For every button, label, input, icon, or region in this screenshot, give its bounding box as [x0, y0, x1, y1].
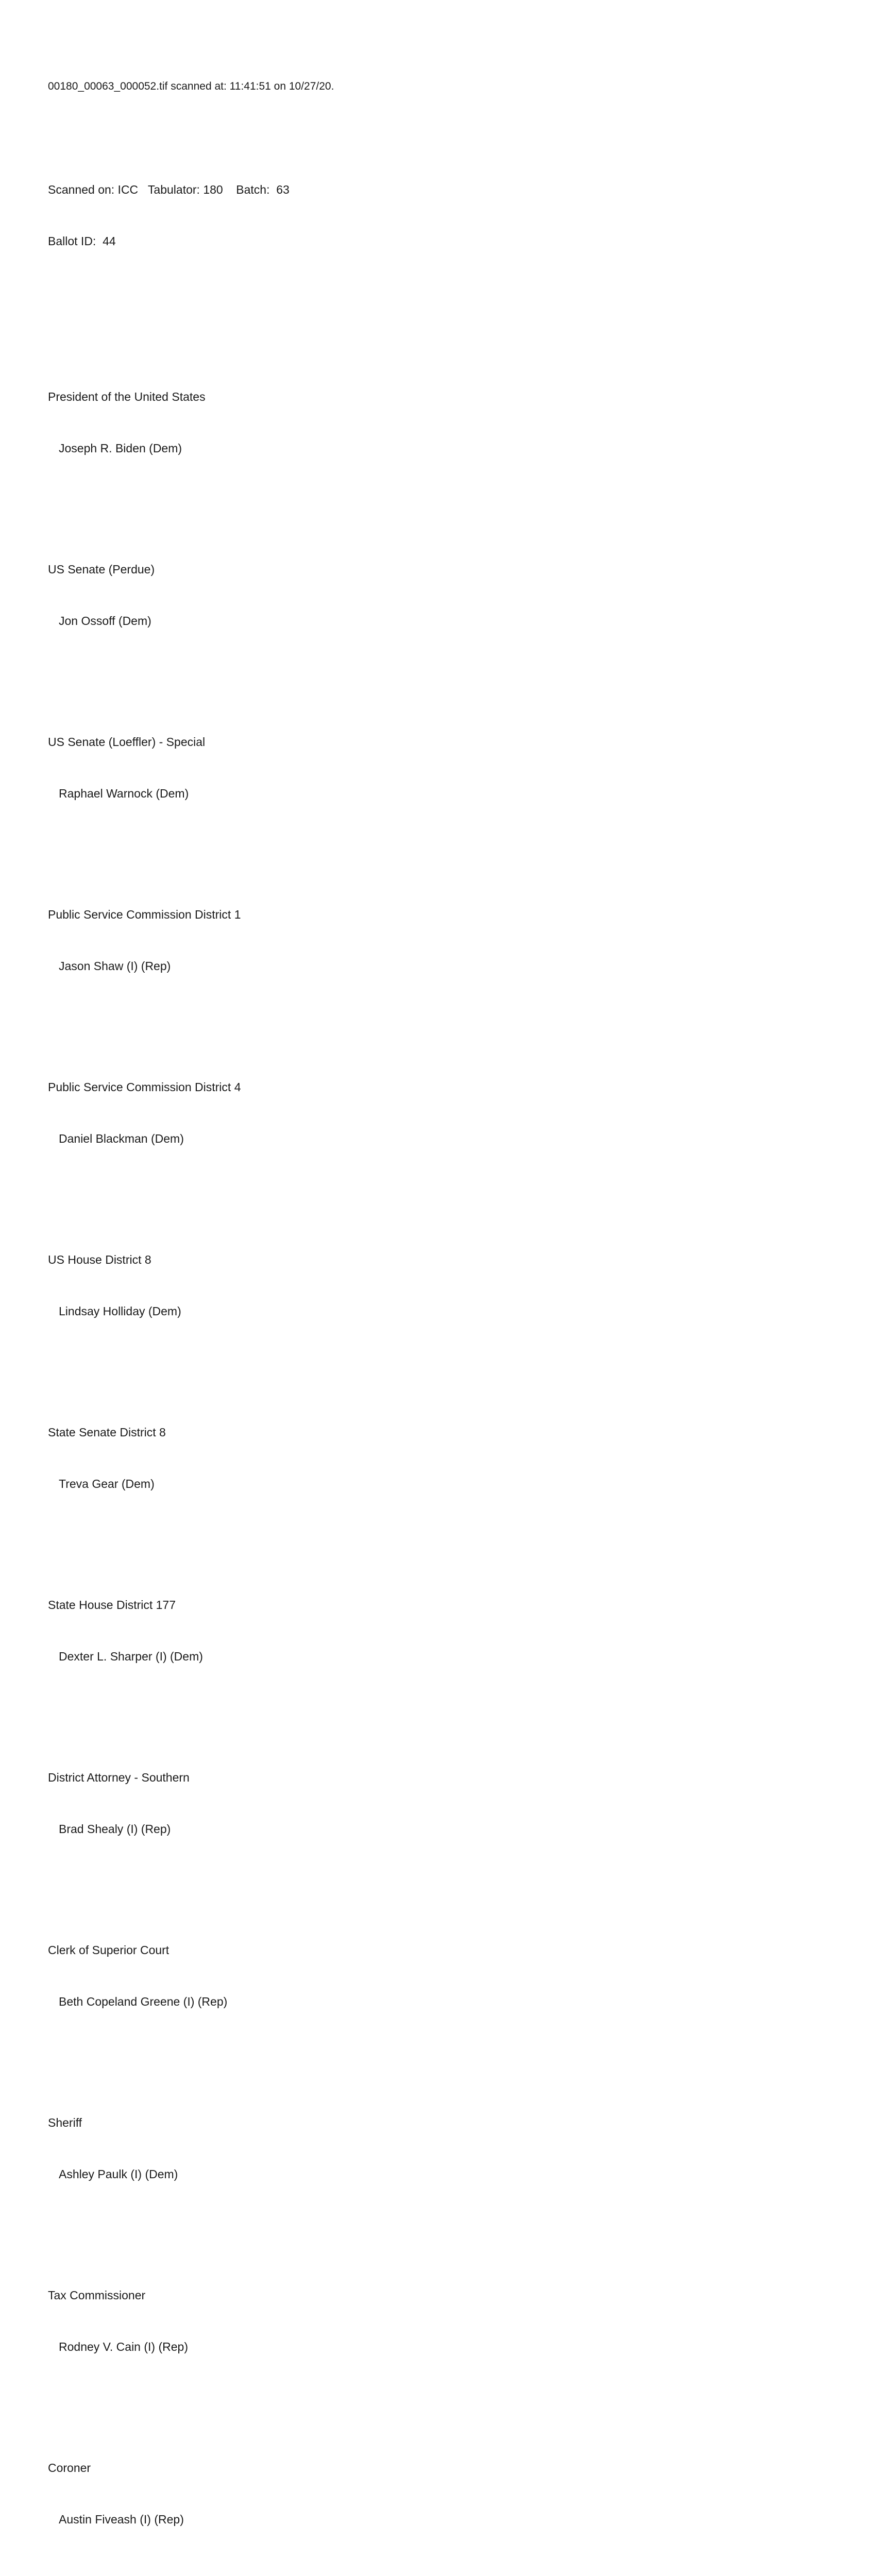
contest-selection: Brad Shealy (I) (Rep) [59, 1822, 171, 1836]
contest-office: Sheriff [48, 2115, 82, 2129]
contest-office: US Senate (Loeffler) - Special [48, 735, 206, 749]
contest-row [48, 1389, 850, 1528]
contest-row [48, 1735, 850, 1873]
contest-office: President of the United States [48, 389, 206, 403]
blank-line [48, 129, 850, 147]
contest-row [48, 527, 850, 665]
contest-row [48, 2252, 850, 2391]
contest-selection: Joseph R. Biden (Dem) [59, 442, 182, 455]
contest-selection: Lindsay Holliday (Dem) [59, 1304, 181, 1318]
contest-selection: Beth Copeland Greene (I) (Rep) [59, 1995, 228, 2008]
contest-row [48, 872, 850, 1010]
contest-office: US House District 8 [48, 1252, 151, 1266]
contest-office: Tax Commissioner [48, 2288, 146, 2302]
contest-selection: Treva Gear (Dem) [59, 1477, 155, 1490]
contest-office: State Senate District 8 [48, 1425, 166, 1439]
scan-filename-line: 00180_00063_000052.tif scanned at: 11:41:51 on 10/27/20. [48, 80, 334, 92]
contest-selection: Dexter L. Sharper (I) (Dem) [59, 1650, 203, 1663]
contest-selection: Raphael Warnock (Dem) [59, 787, 189, 800]
contest-selection: Ashley Paulk (I) (Dem) [59, 2167, 178, 2181]
contest-office: Public Service Commission District 4 [48, 1080, 241, 1094]
contest-selection: Jason Shaw (I) (Rep) [59, 959, 171, 973]
contest-office: District Attorney - Southern [48, 1770, 190, 1784]
contest-row [48, 1217, 850, 1355]
contest-row [48, 699, 850, 837]
contest-selection: Daniel Blackman (Dem) [59, 1132, 184, 1145]
contest-office: US Senate (Perdue) [48, 562, 155, 576]
contest-row [48, 1562, 850, 1700]
contest-row [48, 354, 850, 492]
contest-row [48, 1044, 850, 1182]
contest-row [48, 2425, 850, 2563]
scan-source-line: Scanned on: ICC Tabulator: 180 Batch: 63 [48, 182, 290, 196]
contest-selection: Rodney V. Cain (I) (Rep) [59, 2340, 188, 2353]
contest-selection: Austin Fiveash (I) (Rep) [59, 2513, 184, 2526]
ballot-id-line: Ballot ID: 44 [48, 234, 116, 248]
contest-office: Coroner [48, 2461, 91, 2475]
contest-office: Public Service Commission District 1 [48, 907, 241, 921]
contest-office: State House District 177 [48, 1598, 176, 1612]
blank-line [48, 285, 850, 302]
contest-office: Clerk of Superior Court [48, 1943, 170, 1957]
contest-row [48, 1907, 850, 2045]
contest-selection: Jon Ossoff (Dem) [59, 614, 151, 628]
contest-row [48, 2080, 850, 2218]
